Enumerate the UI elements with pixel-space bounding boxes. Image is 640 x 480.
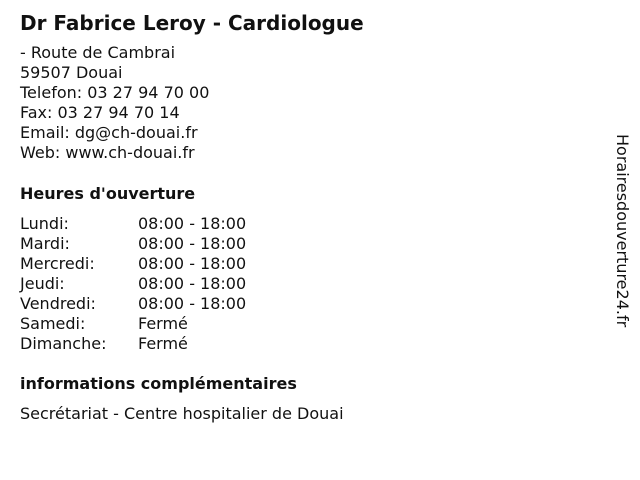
day-hours: 08:00 - 18:00 [138, 254, 247, 273]
brand-watermark: Horairesdouverture24.fr [613, 134, 632, 328]
fax-number: Fax: 03 27 94 70 14 [20, 103, 180, 122]
day-hours: 08:00 - 18:00 [138, 214, 247, 233]
day-label: Mardi: [20, 234, 70, 253]
hours-row-monday [20, 214, 246, 234]
opening-hours-heading: Heures d'ouverture [20, 184, 196, 203]
hours-row-tuesday [20, 234, 246, 254]
city-postal: 59507 Douai [20, 63, 123, 82]
day-hours: 08:00 - 18:00 [138, 274, 247, 293]
page-title: Dr Fabrice Leroy - Cardiologue [20, 11, 364, 35]
contact-block [20, 43, 209, 163]
hours-row-wednesday [20, 254, 246, 274]
day-hours: 08:00 - 18:00 [138, 294, 247, 313]
hours-row-saturday [20, 314, 246, 334]
street-address: - Route de Cambrai [20, 43, 176, 62]
day-label: Samedi: [20, 314, 86, 333]
email-address: Email: dg@ch-douai.fr [20, 123, 198, 142]
day-label: Dimanche: [20, 334, 107, 353]
day-hours: 08:00 - 18:00 [138, 234, 247, 253]
website: Web: www.ch-douai.fr [20, 143, 195, 162]
day-hours: Fermé [138, 334, 188, 353]
day-label: Mercredi: [20, 254, 95, 273]
day-label: Jeudi: [20, 274, 65, 293]
opening-hours-table [20, 214, 246, 354]
phone-number: Telefon: 03 27 94 70 00 [20, 83, 210, 102]
day-hours: Fermé [138, 314, 188, 333]
hours-row-sunday [20, 334, 246, 354]
day-label: Lundi: [20, 214, 69, 233]
additional-info-heading: informations complémentaires [20, 374, 297, 393]
hours-row-friday [20, 294, 246, 314]
day-label: Vendredi: [20, 294, 96, 313]
hours-row-thursday [20, 274, 246, 294]
additional-info-text: Secrétariat - Centre hospitalier de Douai [20, 404, 344, 423]
